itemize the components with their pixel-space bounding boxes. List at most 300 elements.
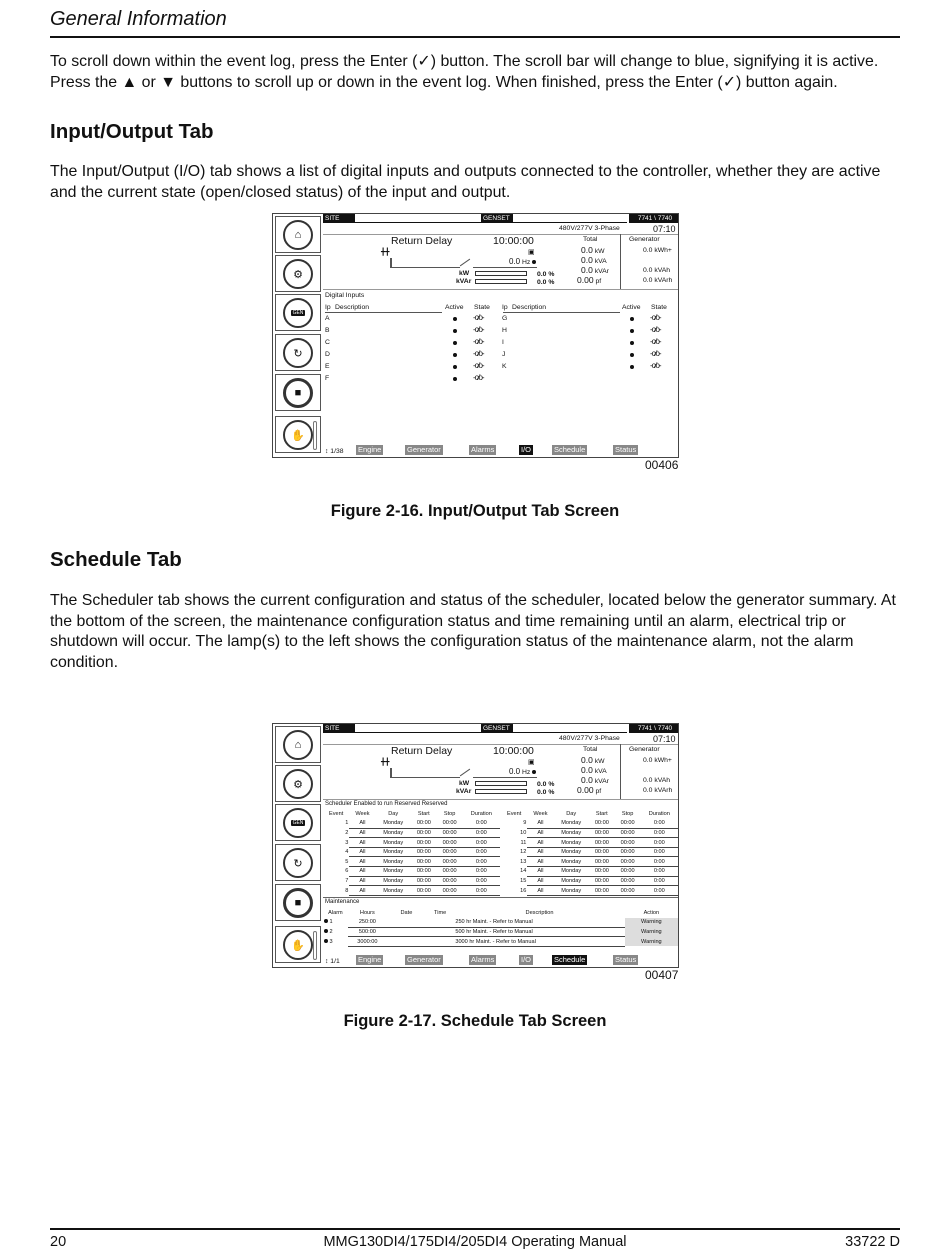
schedule-row <box>323 819 500 829</box>
maintenance-cell[interactable]: 500:00 <box>348 927 387 937</box>
switch-state-icon: -o⁄o- <box>650 349 661 358</box>
hz-readout: 0.0 Hz <box>509 767 536 776</box>
auto-button[interactable] <box>275 844 321 881</box>
tab-bar <box>323 955 678 965</box>
switch-state-icon: -o⁄o- <box>650 337 661 346</box>
schedule-cell[interactable]: 00:00 <box>589 867 615 877</box>
updown-icon: ↕ <box>325 958 329 965</box>
schedule-cell[interactable]: All <box>349 857 375 867</box>
schedule-cell[interactable]: 0:00 <box>463 867 500 877</box>
maintenance-col-header: Action <box>643 909 660 916</box>
kvar-bar <box>475 279 527 284</box>
schedule-cell[interactable]: 0:00 <box>463 847 500 857</box>
schedule-cell[interactable]: 00:00 <box>411 838 437 848</box>
desc-underline-right <box>503 312 620 313</box>
schedule-cell[interactable]: All <box>349 828 375 838</box>
maintenance-cell[interactable]: Warning <box>625 937 678 947</box>
schedule-cell[interactable]: Monday <box>554 838 589 848</box>
summary-divider <box>620 744 621 799</box>
schedule-cell[interactable]: 2 <box>345 829 349 836</box>
tab-engine[interactable]: Engine <box>358 445 382 454</box>
schedule-cell[interactable]: 0:00 <box>463 857 500 867</box>
active-indicator <box>453 329 457 333</box>
kvar-bar <box>475 789 527 794</box>
schedule-cell[interactable]: 15 <box>520 877 527 884</box>
schedule-cell[interactable]: Monday <box>554 819 589 829</box>
schedule-cell[interactable]: 0:00 <box>641 847 678 857</box>
io-ip-label: D <box>325 351 330 358</box>
schedule-cell[interactable]: 12 <box>520 849 527 856</box>
stop-icon: ■ <box>283 888 313 918</box>
schedule-cell[interactable]: 0:00 <box>641 886 678 896</box>
generator-label: Generator <box>629 236 660 243</box>
schedule-cell[interactable]: 00:00 <box>411 867 437 877</box>
maintenance-col-header: Alarm <box>328 909 343 916</box>
schedule-cell[interactable]: Monday <box>376 838 411 848</box>
summary-bottom-line <box>323 799 678 800</box>
maintenance-cell[interactable] <box>426 937 454 947</box>
schedule-row <box>323 828 500 838</box>
active-indicator <box>630 341 634 345</box>
schedule-cell[interactable]: All <box>349 886 375 896</box>
active-indicator <box>453 365 457 369</box>
schedule-cell[interactable]: All <box>527 876 553 886</box>
maintenance-row <box>323 918 678 928</box>
active-indicator <box>630 329 634 333</box>
schedule-cell[interactable]: 00:00 <box>615 819 641 829</box>
maintenance-header-row <box>323 908 678 918</box>
hand-button[interactable] <box>275 416 321 453</box>
scroll-slot[interactable] <box>313 931 317 960</box>
col-desc-right: Description <box>512 304 546 311</box>
schedule-col-header: Event <box>507 810 522 817</box>
io-ip-label: J <box>502 351 506 358</box>
hand-button[interactable] <box>275 926 321 963</box>
schedule-cell[interactable]: 00:00 <box>437 838 463 848</box>
page-indicator: ↕ 1/1 <box>325 958 340 965</box>
engine-icon: ⚙ <box>283 259 313 289</box>
transfer-line-right <box>473 267 537 268</box>
transfer-line-bottom <box>390 777 460 778</box>
switch-state-icon: -o⁄o- <box>473 361 484 370</box>
hz-readout: 0.0 Hz <box>509 257 536 266</box>
active-indicator <box>453 353 457 357</box>
tab-engine[interactable]: Engine <box>358 955 382 964</box>
figure-number-io: 00406 <box>645 458 679 472</box>
maintenance-col-header: Description <box>525 909 554 916</box>
schedule-cell[interactable]: Monday <box>554 857 589 867</box>
clock: 07:10 <box>653 734 676 744</box>
home-button[interactable] <box>275 216 321 253</box>
schedule-cell[interactable]: 00:00 <box>411 886 437 896</box>
maintenance-lamp <box>324 929 328 933</box>
io-row <box>500 363 679 375</box>
return-delay-label: Return Delay <box>391 745 453 757</box>
footer-rule <box>50 1228 900 1230</box>
schedule-cell[interactable]: 14 <box>520 868 527 875</box>
maintenance-cell[interactable] <box>387 937 426 947</box>
schedule-cell[interactable]: 0:00 <box>641 838 678 848</box>
kvar-pct: 0.0 % <box>537 279 555 286</box>
maintenance-col-header: Hours <box>359 909 375 916</box>
schedule-cell[interactable]: 00:00 <box>615 867 641 877</box>
kw-bar <box>475 781 527 786</box>
schedule-cell[interactable]: Monday <box>376 828 411 838</box>
schedule-table-left <box>323 809 500 896</box>
schedule-cell[interactable]: 3 <box>345 839 349 846</box>
schedule-cell[interactable]: 11 <box>520 839 527 846</box>
kvar-label: kVAr <box>456 278 472 285</box>
schedule-cell[interactable]: 00:00 <box>615 886 641 896</box>
maintenance-lamp <box>324 939 328 943</box>
gen-kwh: 0.0 kWh+ <box>643 757 672 764</box>
top-bar <box>323 214 678 224</box>
total-kw: 0.0 kW <box>581 245 605 255</box>
stop-button[interactable] <box>275 884 321 921</box>
tab-bar <box>323 445 678 455</box>
page-indicator: ↕ 1/38 <box>325 448 344 455</box>
schedule-cell[interactable]: All <box>349 838 375 848</box>
kw-bar <box>475 271 527 276</box>
switch-state-icon: -o⁄o- <box>650 325 661 334</box>
active-indicator <box>630 317 634 321</box>
col-state-right: State <box>651 304 667 311</box>
utility-icon: ╋╋ <box>381 759 390 766</box>
tab-generator[interactable]: Generator <box>407 955 441 964</box>
tab-alarms[interactable]: Alarms <box>471 445 495 454</box>
schedule-cell[interactable]: 00:00 <box>615 838 641 848</box>
schedule-cell[interactable]: All <box>349 876 375 886</box>
schedule-col-header: Event <box>329 810 344 817</box>
maintenance-cell[interactable]: 3000:00 <box>348 937 387 947</box>
schedule-col-header: Day <box>388 810 399 817</box>
schedule-cell[interactable]: 8 <box>345 887 349 894</box>
schedule-row <box>501 838 678 848</box>
tab-generator[interactable]: Generator <box>407 445 441 454</box>
schedule-cell[interactable]: All <box>527 819 553 829</box>
col-active-right: Active <box>622 304 641 311</box>
col-ip-left: Ip <box>325 304 331 311</box>
schedule-cell[interactable]: All <box>527 867 553 877</box>
active-indicator <box>453 341 457 345</box>
maintenance-cell[interactable]: Warning <box>625 927 678 937</box>
tab-io[interactable]: I/O <box>521 445 532 454</box>
schedule-cell[interactable]: 00:00 <box>615 876 641 886</box>
tab-schedule[interactable]: Schedule <box>554 445 586 454</box>
maintenance-cell[interactable]: 1 <box>323 918 348 928</box>
schedule-cell[interactable]: 00:00 <box>589 857 615 867</box>
schedule-cell[interactable]: All <box>349 867 375 877</box>
schedule-cell[interactable]: Monday <box>554 847 589 857</box>
schedule-cell[interactable]: Monday <box>376 819 411 829</box>
switch-state-icon: -o⁄o- <box>473 349 484 358</box>
schedule-cell[interactable]: Monday <box>554 876 589 886</box>
active-indicator <box>630 365 634 369</box>
schedule-cell[interactable]: 10 <box>520 829 527 836</box>
schedule-col-header: Start <box>595 810 608 817</box>
voltage-label: 480V/277V 3-Phase <box>559 735 620 742</box>
summary-bottom-line <box>323 289 678 290</box>
maintenance-cell[interactable]: 3000 hr Maint. - Refer to Manual <box>454 937 624 947</box>
schedule-cell[interactable]: 6 <box>345 868 349 875</box>
switch-state-icon: -o⁄o- <box>650 313 661 322</box>
switch-state-icon: -o⁄o- <box>650 361 661 370</box>
schedule-cell[interactable]: 13 <box>520 858 527 865</box>
total-kva: 0.0 kVA <box>581 765 607 775</box>
schedule-row <box>501 867 678 877</box>
schedule-header-row <box>501 809 678 819</box>
schedule-cell[interactable]: 0:00 <box>641 876 678 886</box>
schedule-cell[interactable]: Monday <box>376 847 411 857</box>
auto-cycle-icon: ↻ <box>283 848 313 878</box>
schedule-cell[interactable]: 00:00 <box>411 828 437 838</box>
transfer-switch <box>460 259 470 267</box>
schedule-cell[interactable]: 0:00 <box>641 867 678 877</box>
maintenance-cell[interactable] <box>426 927 454 937</box>
schedule-cell[interactable]: All <box>527 857 553 867</box>
clock: 07:10 <box>653 224 676 234</box>
figure-caption-io: Figure 2-16. Input/Output Tab Screen <box>330 502 620 520</box>
schedule-cell[interactable]: 00:00 <box>589 847 615 857</box>
schedule-bottom-line <box>323 897 678 898</box>
auto-cycle-icon: ↻ <box>283 338 313 368</box>
desc-underline-left <box>325 312 442 313</box>
schedule-cell[interactable]: 00:00 <box>437 876 463 886</box>
gen-kvarh: 0.0 kVArh <box>643 277 673 284</box>
schedule-cell[interactable]: 00:00 <box>589 828 615 838</box>
engine-icon: ⚙ <box>283 769 313 799</box>
schedule-row <box>323 847 500 857</box>
schedule-cell[interactable]: 00:00 <box>411 857 437 867</box>
schedule-cell[interactable]: 00:00 <box>589 886 615 896</box>
switch-state-icon: -o⁄o- <box>473 373 484 382</box>
schedule-cell[interactable]: 5 <box>345 858 349 865</box>
controller-ids: 7741 \ 7740 <box>629 214 679 223</box>
schedule-cell[interactable]: 00:00 <box>437 857 463 867</box>
stop-button[interactable] <box>275 374 321 411</box>
total-kvar: 0.0 kVAr <box>581 265 609 275</box>
gen-kvah: 0.0 kVAh <box>643 267 671 274</box>
schedule-cell[interactable]: 0:00 <box>463 828 500 838</box>
io-ip-label: I <box>502 339 504 346</box>
io-ip-label: A <box>325 315 330 322</box>
genset-label: GENSET <box>481 724 513 733</box>
schedule-col-header: Duration <box>470 810 492 817</box>
maintenance-cell[interactable]: 3 <box>323 937 348 947</box>
scroll-slot[interactable] <box>313 421 317 450</box>
figure-number-schedule: 00407 <box>645 968 679 982</box>
hand-icon: ✋ <box>283 420 313 450</box>
maintenance-lamp <box>324 919 328 923</box>
genset-line <box>513 732 627 733</box>
schedule-col-header: Stop <box>621 810 634 817</box>
active-indicator <box>630 353 634 357</box>
maintenance-cell[interactable]: 2 <box>323 927 348 937</box>
schedule-paragraph: The Scheduler tab shows the current configuration and status of the scheduler, located below the generator summary. At the bottom of the screen, the maintenance configuration status and time remaining until an alarm, electrical trip or shutdown will occur. The lamp(s) to the left shows the configuration status of the maintenance alarm, not the alarm condition. <box>50 592 896 671</box>
scheduler-enabled-label: Scheduler Enabled to run Reserved Reserved <box>325 801 448 807</box>
schedule-cell[interactable]: 00:00 <box>615 857 641 867</box>
schedule-cell[interactable]: 9 <box>523 820 527 827</box>
io-ip-label: B <box>325 327 330 334</box>
page-number: 20 <box>50 1234 67 1250</box>
home-button[interactable] <box>275 726 321 763</box>
schedule-cell[interactable]: 00:00 <box>589 876 615 886</box>
schedule-cell[interactable]: All <box>527 838 553 848</box>
io-ip-label: E <box>325 363 330 370</box>
schedule-cell[interactable]: 00:00 <box>411 847 437 857</box>
maintenance-cell[interactable] <box>387 918 426 928</box>
side-button-column <box>273 724 323 967</box>
schedule-cell[interactable]: All <box>527 847 553 857</box>
tab-status[interactable]: Status <box>615 445 637 454</box>
return-delay-label: Return Delay <box>391 235 453 247</box>
doc-number: 33722 D <box>845 1234 900 1250</box>
maintenance-col-header: Time <box>434 909 447 916</box>
delay-timer: 10:00:00 <box>493 745 534 757</box>
schedule-cell[interactable]: 00:00 <box>411 819 437 829</box>
maintenance-cell[interactable] <box>426 918 454 928</box>
site-line <box>355 732 481 733</box>
active-indicator <box>453 377 457 381</box>
schedule-col-header: Week <box>355 810 370 817</box>
schedule-cell[interactable]: 00:00 <box>437 847 463 857</box>
status-dot <box>532 770 536 774</box>
schedule-cell[interactable]: Monday <box>376 857 411 867</box>
schedule-col-header: Start <box>417 810 430 817</box>
maintenance-cell[interactable]: 250 hr Maint. - Refer to Manual <box>454 918 624 928</box>
total-kvar: 0.0 kVAr <box>581 775 609 785</box>
kw-label: kW <box>459 270 470 277</box>
schedule-cell[interactable]: 0:00 <box>463 838 500 848</box>
schedule-cell[interactable]: 4 <box>345 849 349 856</box>
schedule-col-header: Week <box>533 810 548 817</box>
engine-button[interactable] <box>275 765 321 802</box>
schedule-cell[interactable]: 0:00 <box>463 876 500 886</box>
stop-icon: ■ <box>283 378 313 408</box>
maintenance-cell[interactable]: 500 hr Maint. - Refer to Manual <box>454 927 624 937</box>
schedule-row <box>323 886 500 896</box>
schedule-cell[interactable]: All <box>349 819 375 829</box>
schedule-cell[interactable]: 00:00 <box>437 867 463 877</box>
schedule-row <box>501 886 678 896</box>
schedule-col-header: Stop <box>443 810 456 817</box>
maintenance-row <box>323 937 678 947</box>
schedule-cell[interactable]: 16 <box>520 887 527 894</box>
total-label: Total <box>583 746 598 753</box>
io-row <box>323 375 679 387</box>
col-ip-right: Ip <box>502 304 508 311</box>
schedule-cell[interactable]: 0:00 <box>641 819 678 829</box>
schedule-cell[interactable]: 0:00 <box>641 857 678 867</box>
tab-status[interactable]: Status <box>615 955 637 964</box>
schedule-cell[interactable]: Monday <box>554 828 589 838</box>
switch-state-icon: -o⁄o- <box>473 313 484 322</box>
schedule-cell[interactable]: 0:00 <box>641 828 678 838</box>
schedule-cell[interactable]: 00:00 <box>437 819 463 829</box>
maintenance-cell[interactable]: 250:00 <box>348 918 387 928</box>
gen-kvarh: 0.0 kVArh <box>643 787 673 794</box>
schedule-cell[interactable]: 00:00 <box>589 819 615 829</box>
schedule-col-header: Day <box>566 810 577 817</box>
schedule-heading: Schedule Tab <box>50 548 182 571</box>
screen-main <box>323 214 678 457</box>
section-header: General Information <box>50 8 227 30</box>
generator-button[interactable] <box>275 804 321 841</box>
site-label: SITE <box>323 724 355 733</box>
generator-icon: ▣ <box>528 759 535 766</box>
col-desc-left: Description <box>335 304 369 311</box>
tab-io[interactable]: I/O <box>521 955 532 964</box>
maintenance-table <box>323 908 678 947</box>
intro-paragraph: To scroll down within the event log, press the Enter (✓) button. The scroll bar will change to blue, signifying it is active. Press the ▲ or ▼ buttons to scroll up or down in the event log. When finished, press the Enter (✓) button again. <box>50 53 879 91</box>
schedule-tab-screen <box>272 723 679 968</box>
schedule-cell[interactable]: 0:00 <box>463 819 500 829</box>
schedule-row <box>501 876 678 886</box>
schedule-cell[interactable]: 0:00 <box>463 886 500 896</box>
schedule-row <box>501 819 678 829</box>
schedule-cell[interactable]: All <box>349 847 375 857</box>
manual-title: MMG130DI4/175DI4/205DI4 Operating Manual <box>323 1234 627 1250</box>
schedule-cell[interactable]: 00:00 <box>589 838 615 848</box>
io-ip-label: H <box>502 327 507 334</box>
transfer-line-bottom <box>390 267 460 268</box>
io-paragraph: The Input/Output (I/O) tab shows a list of digital inputs and outputs connected to the controller, whether they are active and the current state (open/closed status) of the input and output. <box>50 163 881 201</box>
summary-divider <box>620 234 621 289</box>
updown-icon: ↕ <box>325 448 329 455</box>
total-label: Total <box>583 236 598 243</box>
top-bar <box>323 724 678 734</box>
total-kw: 0.0 kW <box>581 755 605 765</box>
schedule-cell[interactable]: 00:00 <box>615 828 641 838</box>
tab-alarms[interactable]: Alarms <box>471 955 495 964</box>
schedule-row <box>501 828 678 838</box>
tab-schedule[interactable]: Schedule <box>554 955 586 964</box>
generator-label: Generator <box>629 746 660 753</box>
status-dot <box>532 260 536 264</box>
schedule-row <box>323 838 500 848</box>
schedule-cell[interactable]: 00:00 <box>615 847 641 857</box>
maintenance-cell[interactable] <box>387 927 426 937</box>
kw-label: kW <box>459 780 470 787</box>
schedule-cell[interactable]: 1 <box>345 820 349 827</box>
controller-ids: 7741 \ 7740 <box>629 724 679 733</box>
io-heading: Input/Output Tab <box>50 120 214 143</box>
schedule-cell[interactable]: 00:00 <box>437 886 463 896</box>
utility-icon: ╋╋ <box>381 249 390 256</box>
schedule-row <box>501 857 678 867</box>
generator-icon: ▣ <box>528 249 535 256</box>
schedule-cell[interactable]: 7 <box>345 877 349 884</box>
schedule-cell[interactable]: Monday <box>554 886 589 896</box>
schedule-cell[interactable]: Monday <box>554 867 589 877</box>
hand-icon: ✋ <box>283 930 313 960</box>
generator-button[interactable] <box>275 294 321 331</box>
auto-button[interactable] <box>275 334 321 371</box>
schedule-cell[interactable]: Monday <box>376 886 411 896</box>
kvar-label: kVAr <box>456 788 472 795</box>
schedule-cell[interactable]: Monday <box>376 867 411 877</box>
maintenance-cell[interactable]: Warning <box>625 918 678 928</box>
schedule-col-header: Duration <box>648 810 670 817</box>
voltage-label: 480V/277V 3-Phase <box>559 225 620 232</box>
transfer-line-right <box>473 777 537 778</box>
engine-button[interactable] <box>275 255 321 292</box>
schedule-cell[interactable]: 00:00 <box>411 876 437 886</box>
schedule-cell[interactable]: All <box>527 828 553 838</box>
schedule-cell[interactable]: Monday <box>376 876 411 886</box>
schedule-cell[interactable]: 00:00 <box>437 828 463 838</box>
schedule-cell[interactable]: All <box>527 886 553 896</box>
